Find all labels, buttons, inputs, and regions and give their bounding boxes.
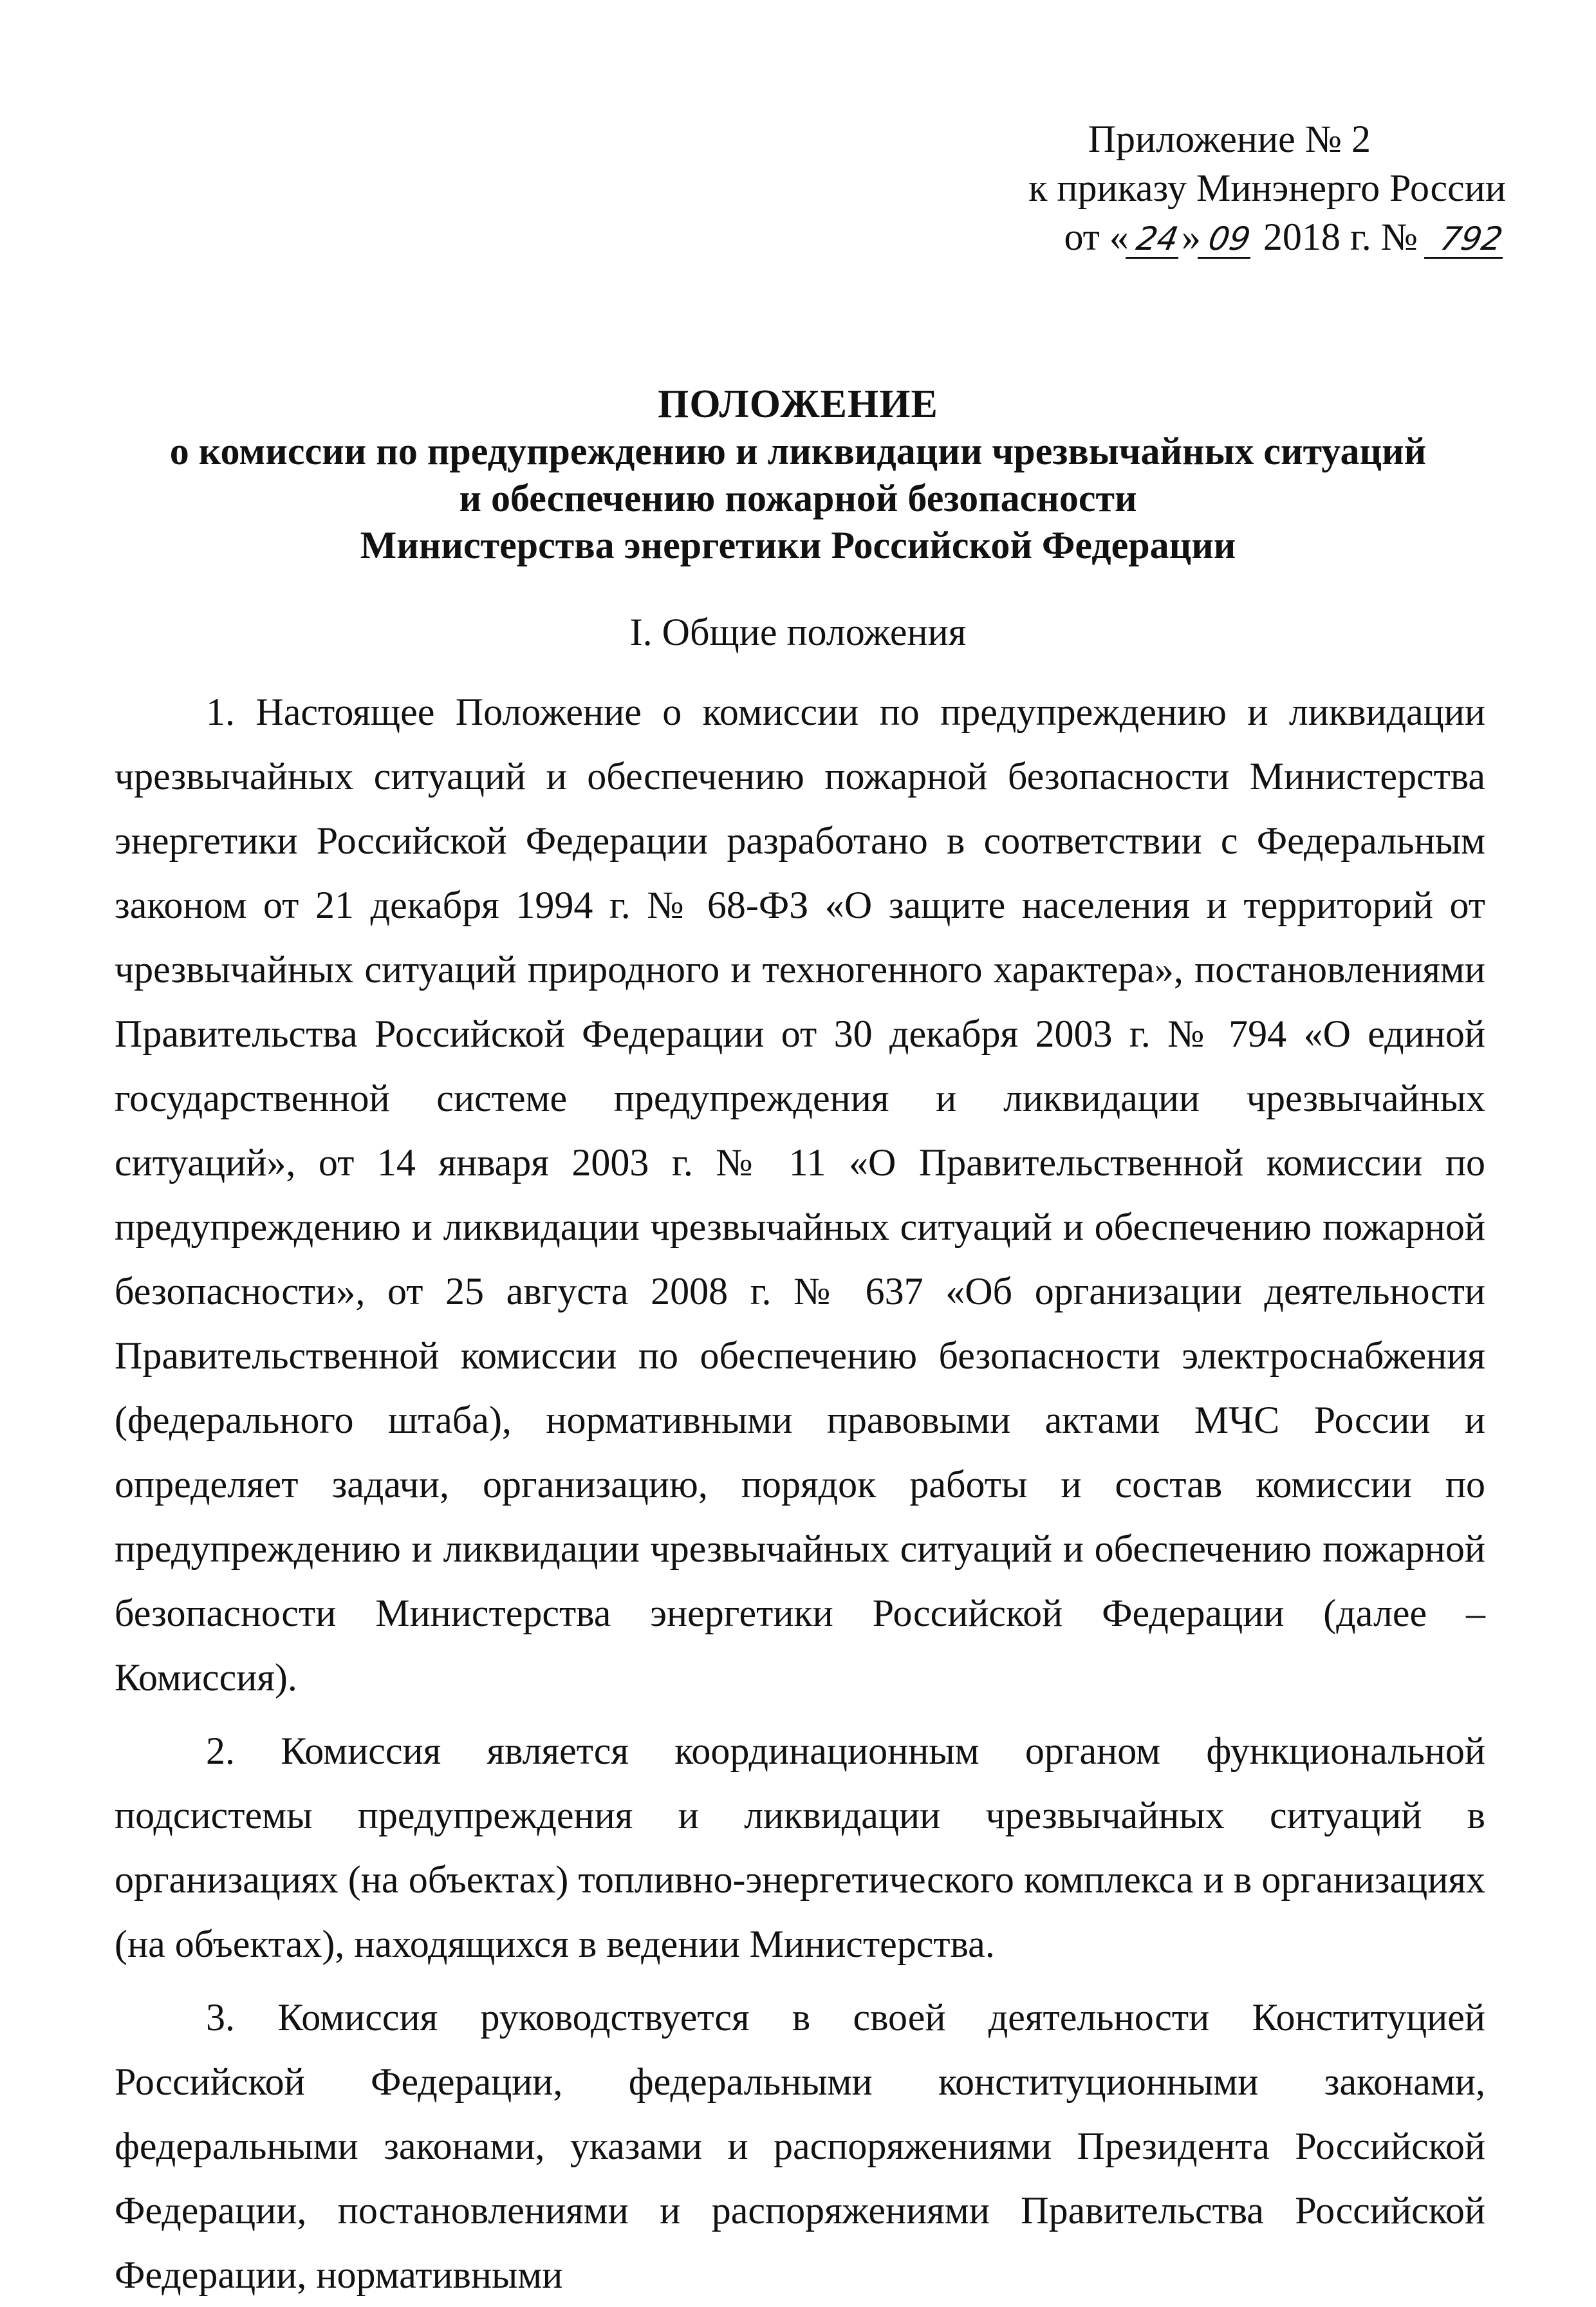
handwritten-day: 24 bbox=[1126, 221, 1185, 259]
date-prefix: от « bbox=[1064, 216, 1129, 258]
paragraph-1: 1. Настоящее Положение о комиссии по предупреждению и ликвидации чрезвычайных ситуаций и обеспечению пожарной безопасности Министерства энергетики Российской Федерации разработано в соответствии с Федеральным законом от 21 декабря 1994 г. № 68-ФЗ «О защите населения и территорий от чрезвычайных ситуаций природного и техногенного характера», постановлениями Правительства Российской Федерации от 30 декабря 2003 г. № 794 «О единой государственной системе предупреждения и ликвидации чрезвычайных ситуаций», от 14 января 2003 г. № 11 «О Правительственной комиссии по предупреждению и ликвидации чрезвычайных ситуаций и обеспечению пожарной безопасности», от 25 августа 2008 г. № 637 «Об организации деятельности Правительственной комиссии по обеспечению безопасности электроснабжения (федерального штаба), нормативными правовыми актами МЧС России и определяет задачи, организацию, порядок работы и состав комиссии по предупреждению и ликвидации чрезвычайных ситуаций и обеспечению пожарной безопасности Министерства энергетики Российской Федерации (далее – Комиссия). bbox=[115, 691, 1485, 1699]
paragraph-2: 2. Комиссия является координационным органом функциональной подсистемы предупреждения и ликвидации чрезвычайных ситуаций в организациях (на объектах) топливно-энергетического комплекса и в организациях (на объектах), находящихся в ведении Министерства. bbox=[115, 1730, 1485, 1965]
section-heading: I. Общие положения bbox=[629, 611, 967, 653]
appendix-block bbox=[1004, 115, 1506, 261]
appendix-title: Приложение № 2 bbox=[1088, 118, 1371, 160]
date-year-text: 2018 г. № bbox=[1263, 216, 1418, 258]
appendix-date-line bbox=[1004, 212, 1506, 261]
date-mid-quote: » bbox=[1181, 216, 1201, 258]
appendix-order-ref: к приказу Минэнерго России bbox=[1028, 167, 1506, 209]
handwritten-month: 09 bbox=[1198, 221, 1257, 259]
handwritten-order-number: 792 bbox=[1424, 221, 1509, 259]
document-subtitle-line-1: о комиссии по предупреждению и ликвидации чрезвычайных ситуаций bbox=[169, 430, 1427, 472]
document-title: ПОЛОЖЕНИЕ bbox=[658, 382, 938, 426]
document-title-block bbox=[116, 381, 1480, 569]
paragraph-3: 3. Комиссия руководствуется в своей деятельности Конституцией Российской Федерации, федеральными конституционными законами, федеральными законами, указами и распоряжениями Президента Российской Федерации, постановлениями и распоряжениями Правительства Российской Федерации, нормативными bbox=[115, 1996, 1485, 2296]
document-subtitle-line-2: и обеспечению пожарной безопасности bbox=[459, 477, 1137, 519]
document-subtitle-line-3: Министерства энергетики Российской Федерации bbox=[360, 524, 1236, 566]
document-body bbox=[115, 680, 1485, 2307]
